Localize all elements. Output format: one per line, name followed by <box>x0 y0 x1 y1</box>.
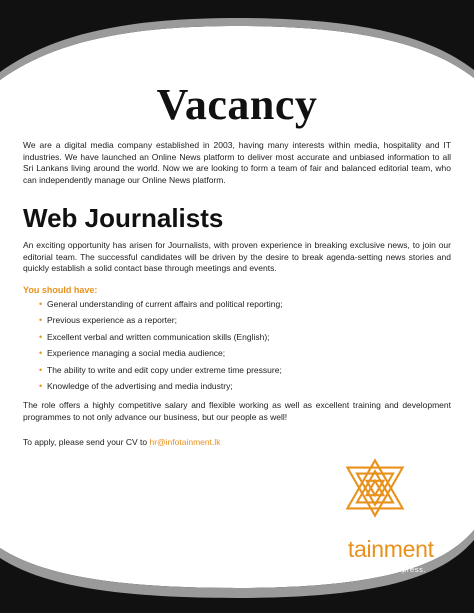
poster-content <box>23 80 451 448</box>
bullet-icon: • <box>39 381 43 391</box>
star-yantra-icon <box>345 458 405 518</box>
bullet-icon: • <box>39 348 43 358</box>
page-title: Vacancy <box>156 80 318 129</box>
list-item: • Knowledge of the advertising and media industry; <box>39 381 233 391</box>
list-item: • General understanding of current affairs and political reporting; <box>39 298 283 309</box>
apply-line <box>23 437 451 448</box>
brand-tagline: imagine.innovate.impress. <box>324 565 427 574</box>
closing-paragraph: The role offers a highly competitive salary and flexible working as well as excellent training and development programmes to not only advance our business, but our people as well! <box>23 400 451 422</box>
list-item: • Previous experience as a reporter; <box>39 315 177 325</box>
email-link[interactable]: hr@infotainment.lk <box>149 437 221 447</box>
top-frame-band <box>0 0 474 80</box>
bullet-icon: • <box>39 331 43 342</box>
bullet-icon: • <box>39 364 43 375</box>
position-description: An exciting opportunity has arisen for Journalists, with proven experience in breaking exclusive news, to join our editorial team. The successful candidates will be driven by the desire to break agenda-setting news stories and quickly establish a solid contact base through meetings and events. <box>23 240 451 273</box>
bullet-icon: • <box>39 315 43 325</box>
requirements-heading: You should have: <box>23 284 98 295</box>
brand-logo: infotainment <box>312 536 434 562</box>
apply-text: To apply, please send your CV to <box>23 437 150 447</box>
list-item: • Experience managing a social media audience; <box>39 348 226 358</box>
position-heading: Web Journalists <box>23 203 224 233</box>
list-item: • Excellent verbal and written communication skills (English); <box>39 331 270 342</box>
company-intro: We are a digital media company established in 2003, having many interests within media, hospitality and IT industries. We have launched an Online News platform to deliver most accurate and unbiased information to all Sri Lankans living around the world. Now we are looking to form a team of fair and balanced editorial team, who can independently manage our Online News platform. <box>23 140 451 185</box>
bullet-icon: • <box>39 298 43 309</box>
list-item: • The ability to write and edit copy under extreme time pressure; <box>39 364 282 375</box>
requirements-list <box>39 299 451 393</box>
